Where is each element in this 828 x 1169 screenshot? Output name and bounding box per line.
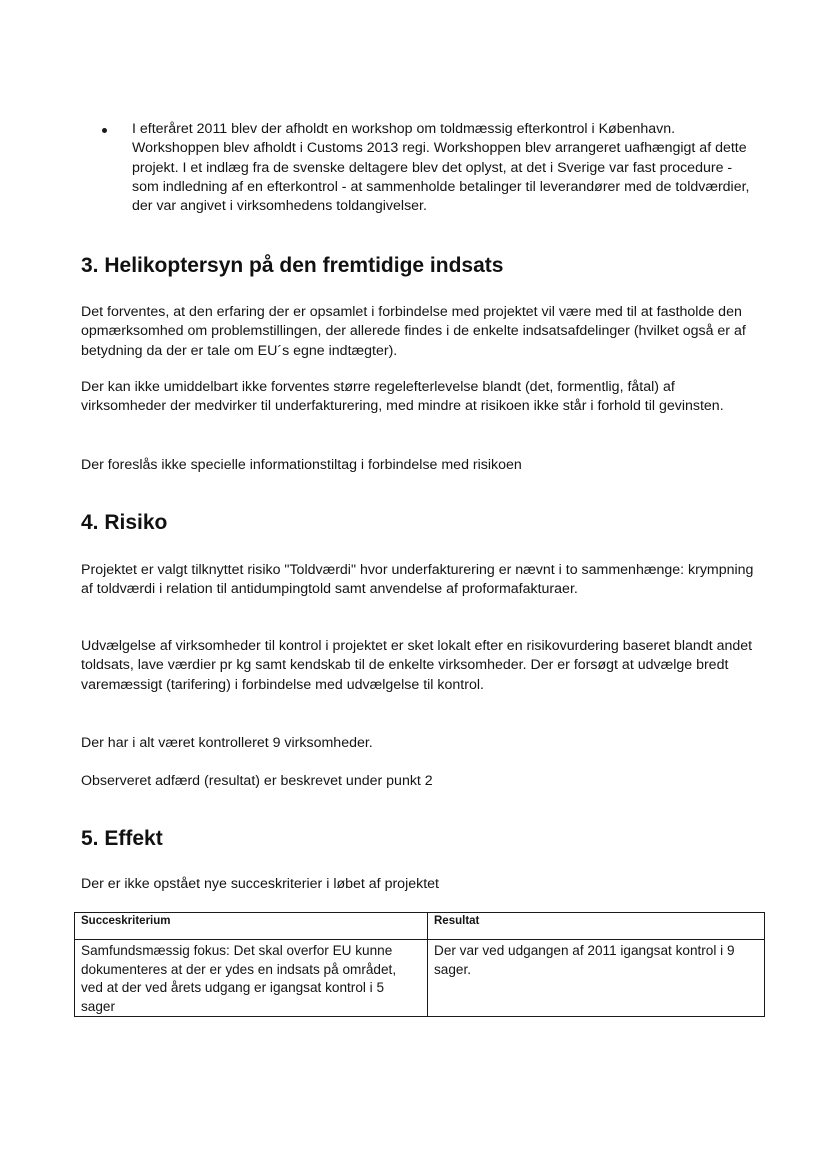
table-cell-criterium: Samfundsmæssig fokus: Det skal overfor EU kunne dokumenteres at der er ydes en indsats på området, ved at der ved årets udgang er igangsat kontrol i 5 sager bbox=[75, 940, 428, 1017]
table-cell-result: Der var ved udgangen af 2011 igangsat kontrol i 9 sager. bbox=[428, 940, 765, 1017]
section-4-paragraph-3: Der har i alt været kontrolleret 9 virksomheder. bbox=[81, 735, 373, 751]
table-row bbox=[75, 940, 765, 1017]
table-header-resultat: Resultat bbox=[428, 913, 765, 940]
section-4-paragraph-1: Projektet er valgt tilknyttet risiko "Toldværdi" hvor underfakturering er nævnt i to sammenhænge: krympning af toldværdi i relation til antidumpingtold samt anvendelse af proformafakturaer. bbox=[81, 562, 754, 598]
section-3-paragraph-3: Der foreslås ikke specielle informationstiltag i forbindelse med risikoen bbox=[81, 457, 522, 473]
table-header-row bbox=[75, 913, 765, 940]
table-header-succeskriterium: Succeskriterium bbox=[75, 913, 428, 940]
section-4-paragraph-4: Observeret adfærd (resultat) er beskrevet under punkt 2 bbox=[81, 773, 433, 789]
bullet-text: I efteråret 2011 blev der afholdt en workshop om toldmæssig efterkontrol i København. Workshoppen blev afholdt i Customs 2013 regi. Workshoppen blev arrangeret uafhængigt af dette projekt. I et indlæg fra de svenske deltagere blev det oplyst, at det i Sverige var fast procedure - som indledning af en efterkontrol - at sammenholde betalinger til leverandører med de toldværdier, der var angivet i virksomhedens toldangivelser. bbox=[132, 121, 750, 215]
success-criteria-table bbox=[74, 912, 765, 1017]
bullet-item bbox=[102, 120, 762, 216]
section-3-paragraph-1: Det forventes, at den erfaring der er opsamlet i forbindelse med projektet vil være med til at fastholde den opmærksomhed om problemstillingen, der allerede findes i de enkelte indsatsafdelinger (hvilket også er af betydning da der er tale om EU´s egne indtægter). bbox=[81, 304, 746, 359]
bullet-dot-icon bbox=[102, 128, 107, 133]
section-4-paragraph-2: Udvælgelse af virksomheder til kontrol i projektet er sket lokalt efter en risikovurdering baseret blandt andet toldsats, lave værdier pr kg samt kendskab til de enkelte virksomheder. Der er forsøgt at udvælge bredt varemæssigt (tarifering) i forbindelse med udvælgelse til kontrol. bbox=[81, 638, 753, 693]
section-5-paragraph-1: Der er ikke opstået nye succeskriterier i løbet af projektet bbox=[81, 876, 439, 892]
section-3-heading: 3. Helikoptersyn på den fremtidige indsats bbox=[81, 254, 504, 277]
section-4-heading: 4. Risiko bbox=[81, 511, 168, 534]
section-3-paragraph-2: Der kan ikke umiddelbart ikke forventes større regelefterlevelse blandt (det, formentlig, fåtal) af virksomheder der medvirker til underfakturering, med mindre at risikoen ikke står i forhold til gevinsten. bbox=[81, 379, 724, 415]
section-5-heading: 5. Effekt bbox=[81, 827, 163, 850]
